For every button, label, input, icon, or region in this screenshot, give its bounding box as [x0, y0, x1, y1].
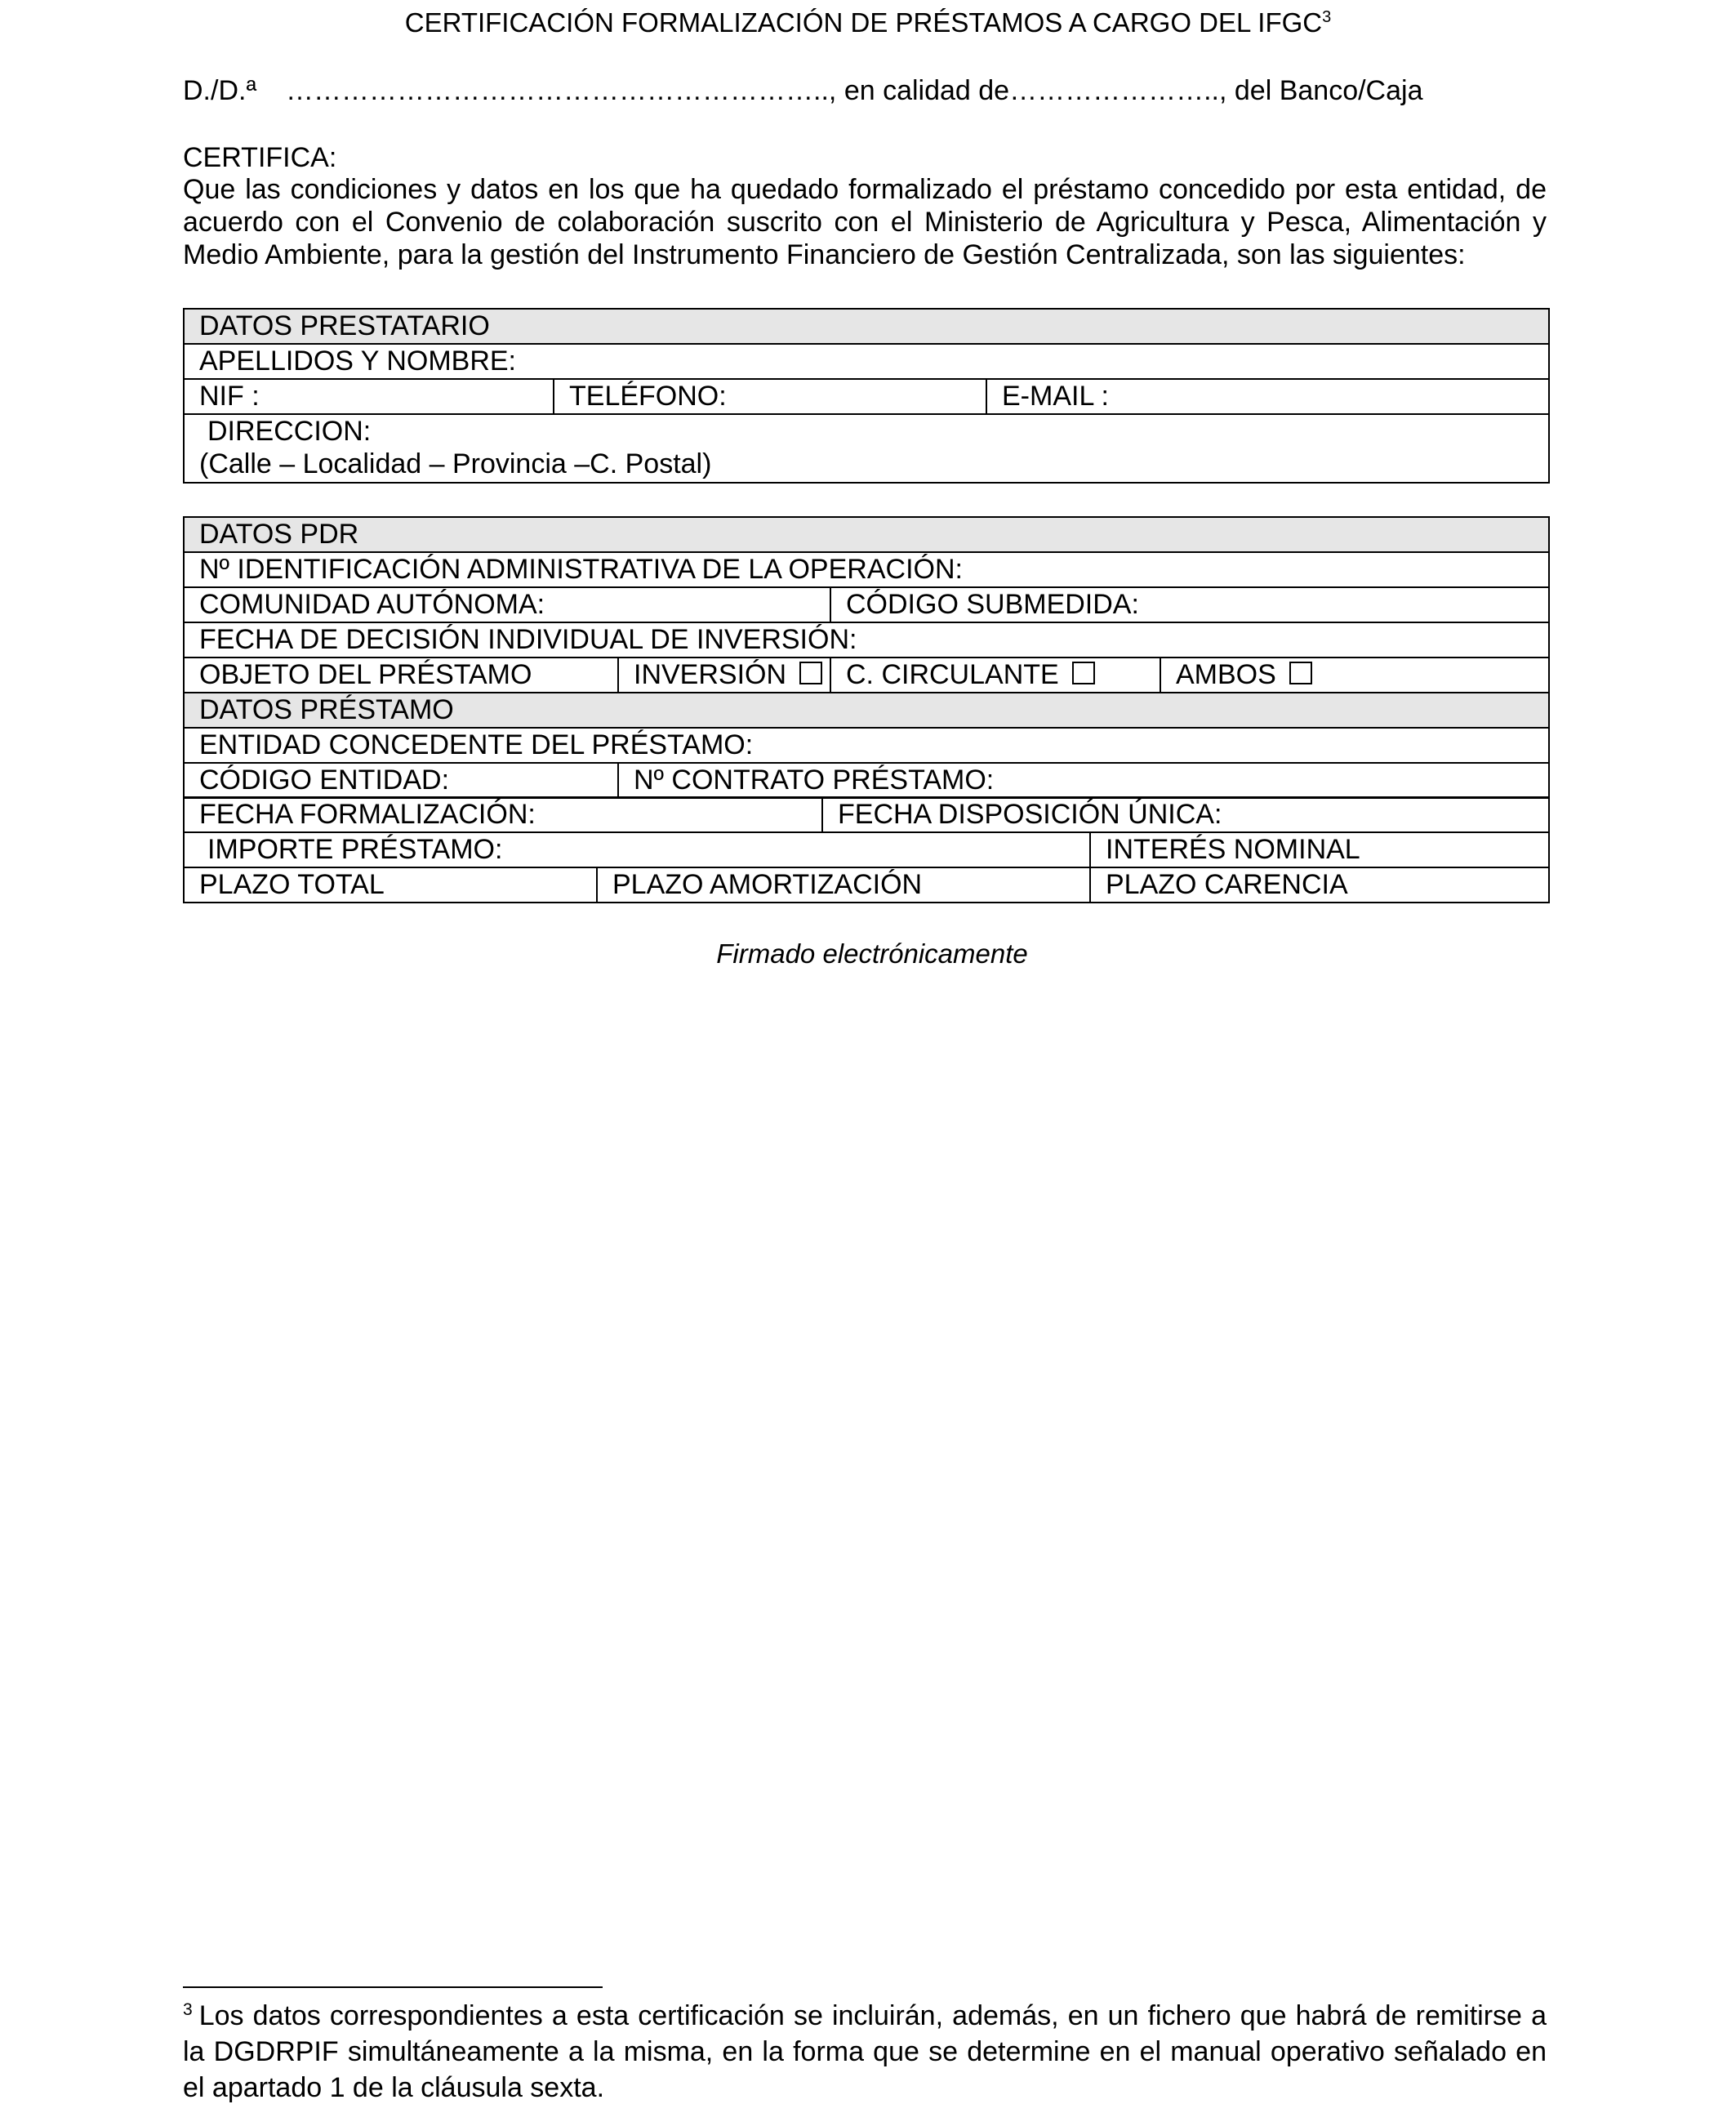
direccion-label: DIRECCION: — [207, 416, 372, 447]
num-contrato-label: Nº CONTRATO PRÉSTAMO: — [634, 765, 995, 796]
page-title — [0, 7, 1736, 39]
option-inversion[interactable] — [618, 658, 830, 693]
footnote-divider — [183, 1986, 603, 1988]
plazos-table — [183, 867, 1550, 903]
title-text: CERTIFICACIÓN FORMALIZACIÓN DE PRÉSTAMOS A CARGO DEL IFGC — [404, 7, 1323, 38]
intro-role-blank: ………………….., del Banco/Caja — [1009, 75, 1423, 106]
circulante-label: C. CIRCULANTE — [846, 659, 1059, 690]
footnote-text: Los datos correspondientes a esta certificación se incluirán, además, en un fichero que habrá de remitirse a la DGDRPIF simultáneamente a la misma, en la forma que se determine en el manual operativo señalado en el apartado 1 de la cláusula sexta. — [183, 2000, 1547, 2103]
signature-note: Firmado electrónicamente — [716, 938, 1028, 969]
inversion-label: INVERSIÓN — [634, 659, 787, 690]
footnote — [183, 1998, 1547, 2106]
intro-name-blank: ………………………………………………….., en calidad de — [286, 75, 1010, 106]
certifica-heading: CERTIFICA: — [183, 142, 337, 173]
circulante-checkbox[interactable] — [1072, 662, 1095, 684]
ambos-label: AMBOS — [1176, 659, 1276, 690]
prestatario-header: DATOS PRESTATARIO — [184, 309, 1549, 344]
importe-table — [183, 831, 1550, 868]
num-identificacion-field[interactable]: Nº IDENTIFICACIÓN ADMINISTRATIVA DE LA OPERACIÓN: — [184, 552, 1549, 587]
certifica-body: Que las condiciones y datos en los que ha quedado formalizado el préstamo concedido por esta entidad, de acuerdo con el Convenio de colaboración suscrito con el Ministerio de Agricultura y Pesca, Alimentación y Medio Ambiente, para la gestión del Instrumento Financiero de Gestión Centralizada, son las siguientes: — [183, 174, 1547, 270]
option-ambos[interactable] — [1160, 658, 1549, 693]
direccion-detail: (Calle – Localidad – Provincia –C. Postal) — [199, 448, 712, 479]
plazo-total-field[interactable]: PLAZO TOTAL — [184, 867, 597, 903]
email-field[interactable]: E-MAIL : — [986, 379, 1549, 414]
codigo-entidad-field[interactable]: CÓDIGO ENTIDAD: — [184, 763, 618, 798]
intro-prefix: D./D.ª — [183, 75, 257, 106]
pdr-table — [183, 516, 1550, 799]
nif-field[interactable]: NIF : — [184, 379, 554, 414]
inversion-checkbox[interactable] — [799, 662, 822, 684]
option-circulante[interactable] — [830, 658, 1160, 693]
apellidos-field[interactable]: APELLIDOS Y NOMBRE: — [184, 344, 1549, 379]
fecha-disposicion-field[interactable]: FECHA DISPOSICIÓN ÚNICA: — [822, 797, 1549, 832]
entidad-field[interactable]: ENTIDAD CONCEDENTE DEL PRÉSTAMO: — [184, 728, 1549, 763]
plazo-carencia-field[interactable]: PLAZO CARENCIA — [1090, 867, 1549, 903]
interes-field[interactable]: INTERÉS NOMINAL — [1090, 832, 1549, 867]
title-footnote-ref: 3 — [1322, 8, 1332, 26]
fecha-decision-field[interactable]: FECHA DE DECISIÓN INDIVIDUAL DE INVERSIÓN: — [184, 622, 1549, 658]
objeto-label: OBJETO DEL PRÉSTAMO — [184, 658, 618, 693]
codigo-submedida-field[interactable]: CÓDIGO SUBMEDIDA: — [830, 587, 1549, 622]
intro-line — [183, 74, 1547, 108]
importe-field[interactable]: IMPORTE PRÉSTAMO: — [184, 832, 1090, 867]
prestamo-header: DATOS PRÉSTAMO — [184, 693, 1549, 728]
num-contrato-field[interactable] — [618, 763, 1549, 798]
pdr-header: DATOS PDR — [184, 517, 1549, 552]
direccion-field[interactable] — [184, 414, 1549, 483]
telefono-field[interactable]: TELÉFONO: — [554, 379, 986, 414]
fecha-formalizacion-field[interactable]: FECHA FORMALIZACIÓN: — [184, 797, 822, 832]
footnote-ref: 3 — [183, 1999, 193, 2019]
fechas-table — [183, 796, 1550, 833]
prestatario-table — [183, 308, 1550, 484]
comunidad-field[interactable]: COMUNIDAD AUTÓNOMA: — [184, 587, 830, 622]
plazo-amortizacion-field[interactable]: PLAZO AMORTIZACIÓN — [597, 867, 1090, 903]
ambos-checkbox[interactable] — [1289, 662, 1312, 684]
